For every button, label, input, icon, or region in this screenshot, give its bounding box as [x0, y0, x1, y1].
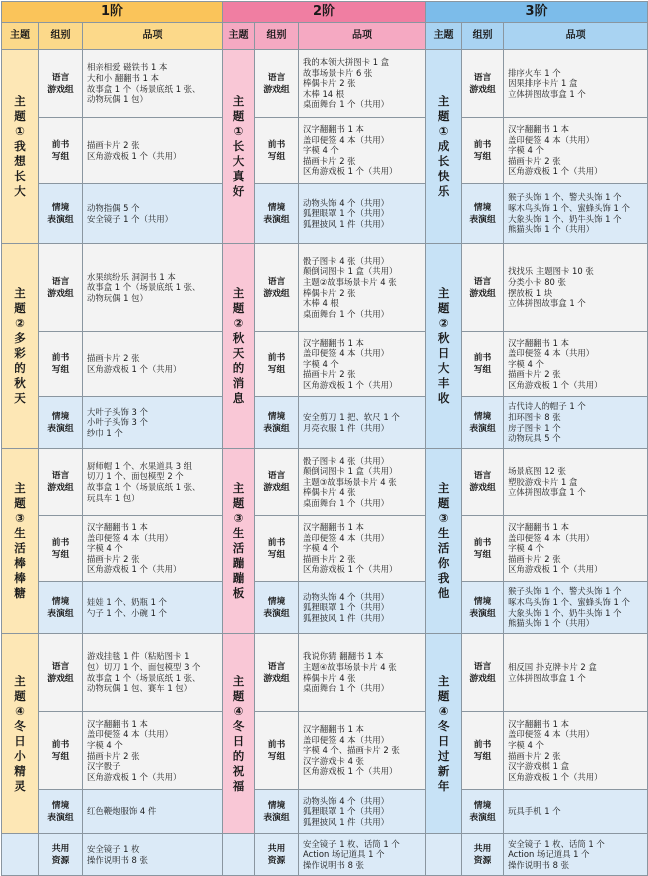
group-name: 情境 表演组: [39, 184, 83, 244]
item-list: 我说你猜 翻翻书 1 本 主题④故事场景卡片 4 张 棒偶卡片 4 张 桌面舞台 1 个（共用）: [299, 634, 426, 712]
col-header-group: 组别: [255, 23, 299, 50]
theme-row: [2, 244, 648, 332]
common-resources-row: [2, 834, 648, 876]
group-name: 前书 写组: [255, 118, 299, 184]
theme-title: 主 题 ④ 冬 日 的 祝 福: [223, 634, 255, 834]
item-list: 动物头饰 4 个（共用） 狐狸眼罩 1 个（共用） 狐狸披风 1 件（共用）: [299, 184, 426, 244]
group-name: 前书 写组: [255, 712, 299, 790]
level-1-header: 1阶: [2, 2, 223, 23]
item-list: 猴子头饰 1 个、警犬头饰 1 个 啄木鸟头饰 1 个、蜜蜂头饰 1 个 大象头饰 1 个、奶牛头饰 1 个 熊猫头饰 1 个（共用）: [504, 582, 648, 634]
item-list: 汉字翻翻书 1 本 盖印便签 4 本（共用） 字模 4 个 描画卡片 2 张 区角游戏板 1 个（共用）: [504, 332, 648, 397]
group-name: 前书 写组: [39, 332, 83, 397]
item-list: 游戏挂毯 1 件（粘贴图卡 1 包）切刀 1 个、面包模型 3 个 故事盒 1 个（场景底纸 1 张、 动物玩偶 1 包、赛车 1 包）: [83, 634, 223, 712]
group-name: 语言 游戏组: [39, 244, 83, 332]
blank-cell: [2, 834, 39, 876]
theme-row: [2, 582, 648, 634]
column-header-row: [2, 23, 648, 50]
item-list: 排序火车 1 个 因果排序卡片 1 盒 立体拼图故事盒 1 个: [504, 50, 648, 118]
item-list: 古代诗人的帽子 1 个 扣环图卡 8 张 房子图卡 1 个 动物玩具 5 个: [504, 397, 648, 449]
theme-title: 主 题 ① 长 大 真 好: [223, 50, 255, 244]
theme-row: [2, 50, 648, 118]
group-name: 语言 游戏组: [462, 634, 504, 712]
item-list: 骰子图卡 4 张（共用） 颠倒词图卡 1 盒（共用） 主题②故事场景卡片 4 张 棒偶卡片 2 张 木棒 4 根 桌面舞台 1 个（共用）: [299, 244, 426, 332]
group-name: 前书 写组: [39, 516, 83, 582]
col-header-theme: 主题: [2, 23, 39, 50]
level-3-header: 3阶: [426, 2, 648, 23]
item-list: 汉字翻翻书 1 本 盖印便签 4 本（共用） 字模 4 个 描画卡片 2 张 区角游戏板 1 个（共用）: [504, 118, 648, 184]
group-name: 前书 写组: [462, 332, 504, 397]
theme-row: [2, 397, 648, 449]
group-name: 情境 表演组: [39, 582, 83, 634]
item-list: 汉字翻翻书 1 本 盖印便签 4 本（共用） 字模 4 个 描画卡片 2 张 区角游戏板 1 个（共用）: [83, 516, 223, 582]
col-header-theme: 主题: [223, 23, 255, 50]
common-resources-items: 安全镜子 1 枚、话筒 1 个 Action 场记道具 1 个 操作说明书 8 张: [299, 834, 426, 876]
group-name: 情境 表演组: [39, 790, 83, 834]
group-name: 前书 写组: [39, 118, 83, 184]
theme-row: [2, 790, 648, 834]
group-name: 情境 表演组: [255, 397, 299, 449]
theme-title: 主 题 ④ 冬 日 过 新 年: [426, 634, 462, 834]
group-name: 语言 游戏组: [39, 50, 83, 118]
theme-title: 主 题 ② 秋 天 的 消 息: [223, 244, 255, 449]
item-list: 描画卡片 2 张 区角游戏板 1 个（共用）: [83, 332, 223, 397]
group-name: 语言 游戏组: [462, 50, 504, 118]
item-list: 相反国 扑克牌卡片 2 盒 立体拼图故事盒 1 个: [504, 634, 648, 712]
item-list: 汉字翻翻书 1 本 盖印便签 4 本（共用） 字模 4 个 描画卡片 2 张 区角游戏板 1 个（共用）: [299, 516, 426, 582]
group-name: 语言 游戏组: [462, 244, 504, 332]
theme-title: 主 题 ④ 冬 日 小 精 灵: [2, 634, 39, 834]
group-name: 前书 写组: [39, 712, 83, 790]
item-list: 动物头饰 4 个（共用） 狐狸眼罩 1 个（共用） 狐狸披风 1 件（共用）: [299, 582, 426, 634]
col-header-theme: 主题: [426, 23, 462, 50]
col-header-items: 品项: [83, 23, 223, 50]
group-name: 情境 表演组: [462, 582, 504, 634]
group-name: 语言 游戏组: [255, 244, 299, 332]
theme-row: [2, 634, 648, 712]
materials-table: [1, 1, 648, 876]
group-name: 前书 写组: [255, 332, 299, 397]
item-list: 我的本领大拼图卡 1 盒 故事场景卡片 6 张 棒偶卡片 2 张 木棒 14 根 桌面舞台 1 个（共用）: [299, 50, 426, 118]
common-resources-label: 共用 资源: [39, 834, 83, 876]
item-list: 玩具手机 1 个: [504, 790, 648, 834]
item-list: 描画卡片 2 张 区角游戏板 1 个（共用）: [83, 118, 223, 184]
group-name: 前书 写组: [462, 118, 504, 184]
group-name: 语言 游戏组: [255, 50, 299, 118]
group-name: 情境 表演组: [255, 790, 299, 834]
blank-cell: [426, 834, 462, 876]
theme-title: 主 题 ② 多 彩 的 秋 天: [2, 244, 39, 449]
item-list: 动物头饰 4 个（共用） 狐狸眼罩 1 个（共用） 狐狸披风 1 件（共用）: [299, 790, 426, 834]
level-header-row: [2, 2, 648, 23]
group-name: 情境 表演组: [255, 184, 299, 244]
item-list: 水果缤纷乐 洞洞书 1 本 故事盒 1 个（场景底纸 1 张、 动物玩偶 1 包）: [83, 244, 223, 332]
theme-title: 主 题 ① 成 长 快 乐: [426, 50, 462, 244]
theme-row: [2, 118, 648, 184]
theme-title: 主 题 ① 我 想 长 大: [2, 50, 39, 244]
theme-title: 主 题 ② 秋 日 大 丰 收: [426, 244, 462, 449]
item-list: 红色鞭炮服饰 4 件: [83, 790, 223, 834]
col-header-items: 品项: [504, 23, 648, 50]
theme-title: 主 题 ③ 生 活 棒 棒 糖: [2, 449, 39, 634]
item-list: 相亲相爱 磁铁书 1 本 大和小 翻翻书 1 本 故事盒 1 个（场景底纸 1 张、 动物玩偶 1 包）: [83, 50, 223, 118]
group-name: 语言 游戏组: [39, 634, 83, 712]
theme-title: 主 题 ③ 生 活 你 我 他: [426, 449, 462, 634]
group-name: 前书 写组: [255, 516, 299, 582]
item-list: 猴子头饰 1 个、警犬头饰 1 个 啄木鸟头饰 1 个、蜜蜂头饰 1 个 大象头饰 1 个、奶牛头饰 1 个 熊猫头饰 1 个（共用）: [504, 184, 648, 244]
group-name: 前书 写组: [462, 712, 504, 790]
item-list: 娃娃 1 个、奶瓶 1 个 勺子 1 个、小碗 1 个: [83, 582, 223, 634]
item-list: 汉字翻翻书 1 本 盖印便签 4 本（共用） 字模 4 个 描画卡片 2 张 区角游戏板 1 个（共用）: [299, 332, 426, 397]
group-name: 情境 表演组: [462, 184, 504, 244]
group-name: 情境 表演组: [255, 582, 299, 634]
common-resources-items: 安全镜子 1 枚、话筒 1 个 Action 场记道具 1 个 操作说明书 8 张: [504, 834, 648, 876]
common-resources-label: 共用 资源: [462, 834, 504, 876]
item-list: 厨师帽 1 个、水果道具 3 组 切刀 1 个、面包模型 2 个 故事盒 1 个（场景底纸 1 张、 玩具车 1 包）: [83, 449, 223, 516]
theme-row: [2, 184, 648, 244]
group-name: 语言 游戏组: [462, 449, 504, 516]
item-list: 汉字翻翻书 1 本 盖印便签 4 本（共用） 字模 4 个 描画卡片 2 张 汉字骰子 区角游戏板 1 个（共用）: [83, 712, 223, 790]
group-name: 语言 游戏组: [39, 449, 83, 516]
theme-row: [2, 449, 648, 516]
item-list: 汉字翻翻书 1 本 盖印便签 4 本（共用） 字模 4 个 描画卡片 2 张 区角游戏板 1 个（共用）: [504, 516, 648, 582]
group-name: 情境 表演组: [462, 790, 504, 834]
item-list: 场景底图 12 张 塑胶游戏卡片 1 盒 立体拼图故事盒 1 个: [504, 449, 648, 516]
blank-cell: [223, 834, 255, 876]
col-header-group: 组别: [39, 23, 83, 50]
group-name: 情境 表演组: [462, 397, 504, 449]
item-list: 大叶子头饰 3 个 小叶子头饰 3 个 纱巾 1 个: [83, 397, 223, 449]
theme-title: 主 题 ③ 生 活 蹦 蹦 板: [223, 449, 255, 634]
common-resources-items: 安全镜子 1 枚 操作说明书 8 张: [83, 834, 223, 876]
item-list: 安全剪刀 1 把、软尺 1 个 月亮衣服 1 件（共用）: [299, 397, 426, 449]
item-list: 找找乐 主题图卡 10 张 分类小卡 80 张 摆放板 1 块 立体拼图故事盒 1 个: [504, 244, 648, 332]
item-list: 骰子图卡 4 张（共用） 颠倒词图卡 1 盒（共用） 主题③故事场景卡片 4 张 棒偶卡片 4 张 桌面舞台 1 个（共用）: [299, 449, 426, 516]
group-name: 语言 游戏组: [255, 634, 299, 712]
common-resources-label: 共用 资源: [255, 834, 299, 876]
item-list: 汉字翻翻书 1 本 盖印便签 4 本（共用） 字模 4 个、描画卡片 2 张 汉字游戏卡 4 张 区角游戏板 1 个（共用）: [299, 712, 426, 790]
item-list: 汉字翻翻书 1 本 盖印便签 4 本（共用） 字模 4 个 描画卡片 2 张 汉字游戏棋 1 盒 区角游戏板 1 个（共用）: [504, 712, 648, 790]
level-2-header: 2阶: [223, 2, 426, 23]
col-header-group: 组别: [462, 23, 504, 50]
item-list: 动物指偶 5 个 安全镜子 1 个（共用）: [83, 184, 223, 244]
item-list: 汉字翻翻书 1 本 盖印便签 4 本（共用） 字模 4 个 描画卡片 2 张 区角游戏板 1 个（共用）: [299, 118, 426, 184]
group-name: 情境 表演组: [39, 397, 83, 449]
theme-row: [2, 516, 648, 582]
group-name: 语言 游戏组: [255, 449, 299, 516]
col-header-items: 品项: [299, 23, 426, 50]
theme-row: [2, 712, 648, 790]
group-name: 前书 写组: [462, 516, 504, 582]
theme-row: [2, 332, 648, 397]
